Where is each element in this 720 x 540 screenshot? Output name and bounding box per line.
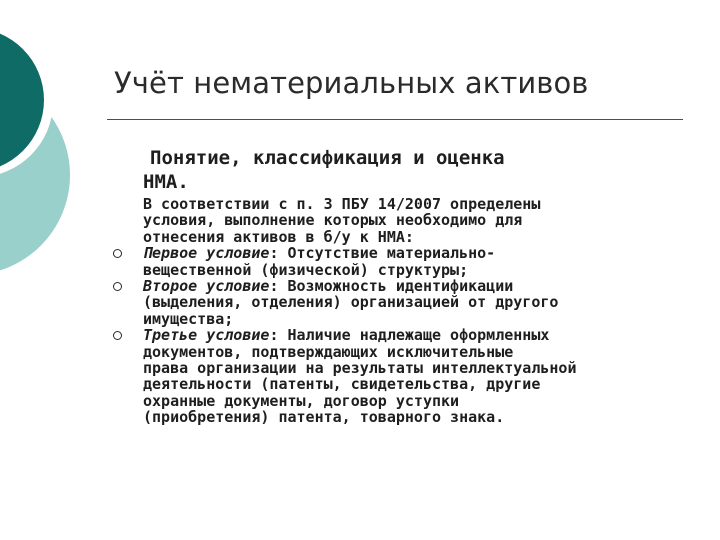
condition-text: : Отсутствие материально- вещественной (физической) структуры;	[143, 244, 496, 279]
condition-lead: Первое условие	[143, 244, 270, 263]
subtitle-line-2: НМА.	[143, 171, 189, 193]
intro-paragraph: В соответствии с п. 3 ПБУ 14/2007 определены условия, выполнение которых необходимо для отнесения активов в б/у к НМА:	[143, 195, 541, 246]
condition-text: : Возможность идентификации (выделения, отделения) организацией от другого имущества;	[143, 277, 559, 328]
bullet-icon	[113, 249, 122, 258]
bullet-icon	[113, 331, 122, 340]
condition-lead: Второе условие	[143, 277, 270, 296]
bullet-icon	[113, 282, 122, 291]
slide-body	[143, 196, 683, 426]
subtitle	[143, 146, 505, 194]
list-item-condition-2	[143, 278, 683, 327]
condition-text: : Наличие надлежаще оформленных документов, подтверждающих исключительные права организации на результаты интеллектуальной деятельности (патенты, свидетельства, другие охранные документы, договор уступки (приобретения) патента, товарного знака.	[143, 326, 577, 427]
decorative-circles	[0, 0, 120, 300]
list-item-condition-1	[143, 245, 683, 278]
condition-lead: Третье условие	[143, 326, 270, 345]
slide-title: Учёт нематериальных активов	[114, 66, 589, 100]
title-divider	[107, 119, 683, 120]
list-item-condition-3	[143, 327, 683, 425]
conditions-list	[143, 245, 683, 425]
subtitle-line-1: Понятие, классификация и оценка	[150, 147, 505, 169]
